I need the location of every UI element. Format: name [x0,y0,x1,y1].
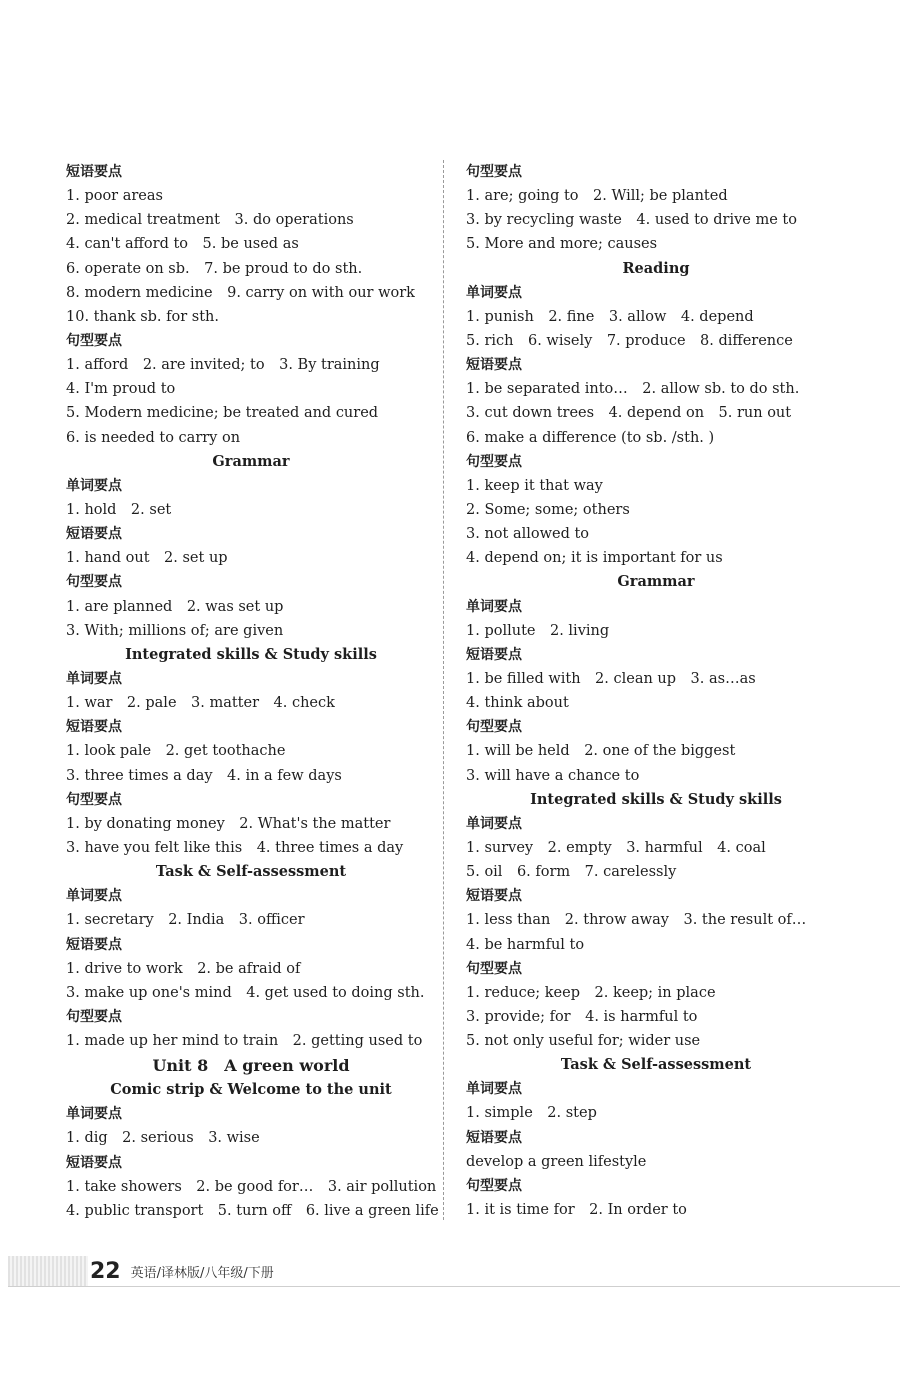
answer-line: 2. Some; some; others [466,501,630,518]
book-caption: 英语/译林版/八年级/下册 [130,1265,274,1281]
subsection-label: 句型要点 [466,164,522,180]
subsection-label: 短语要点 [466,1129,522,1146]
answer-line: 3. will have a chance to [466,767,640,784]
answer-line: 1. made up her mind to train 2. getting used to [66,1033,423,1050]
subsection-label: 短语要点 [466,357,522,374]
subsection-label: 单词要点 [466,284,522,301]
subsection-label: 单词要点 [466,598,522,615]
answer-line: 5. oil 6. form 7. carelessly [466,864,677,881]
answer-line: develop a green lifestyle [466,1153,647,1170]
answer-line: 4. I'm proud to [66,381,176,398]
answer-line: 1. simple 2. step [466,1105,597,1122]
page-footer [8,1256,900,1286]
answer-line: 6. make a difference (to sb. /sth. ) [466,429,715,446]
subsection-label: 单词要点 [66,670,122,687]
unit-title: Unit 8 A green world [152,1056,350,1076]
answer-line: 1. drive to work 2. be afraid of [66,960,301,977]
answer-line: 1. be separated into… 2. allow sb. to do sth. [466,381,800,398]
answer-line: 3. three times a day 4. in a few days [66,767,342,784]
section-heading: Grammar [617,573,695,591]
answer-line: 5. rich 6. wisely 7. produce 8. difference [466,332,793,349]
section-heading: Task & Self-assessment [155,863,347,881]
footer-decor-bar [8,1256,88,1286]
subsection-label: 句型要点 [66,574,122,591]
subsection-label: 短语要点 [66,1154,122,1171]
right-column [466,160,846,1222]
page-number: 22 [90,1258,121,1284]
subsection-label: 短语要点 [66,936,122,953]
answer-line: 1. less than 2. throw away 3. the result of… [466,912,807,929]
answer-line: 10. thank sb. for sth. [66,308,220,325]
answer-line: 1. dig 2. serious 3. wise [66,1130,260,1147]
answer-line: 4. depend on; it is important for us [466,550,723,567]
answer-line: 1. be filled with 2. clean up 3. as…as [466,670,756,687]
answer-line: 1. will be held 2. one of the biggest [466,743,736,760]
answer-line: 1. keep it that way [466,477,603,494]
answer-line: 5. Modern medicine; be treated and cured [66,405,379,422]
answer-line: 3. With; millions of; are given [66,622,284,639]
answer-line: 1. reduce; keep 2. keep; in place [466,984,716,1001]
section-heading: Reading [622,259,690,277]
answer-line: 3. by recycling waste 4. used to drive me to [466,212,797,229]
subsection-label: 单词要点 [66,477,122,494]
answer-line: 4. public transport 5. turn off 6. live a green life [66,1202,439,1219]
answer-line: 1. punish 2. fine 3. allow 4. depend [466,308,754,325]
left-column [66,160,439,1223]
subsection-label: 句型要点 [466,719,522,736]
subsection-label: 句型要点 [466,453,522,470]
subsection-label: 单词要点 [466,815,522,832]
answer-line: 1. pollute 2. living [466,622,610,639]
section-heading: Task & Self-assessment [560,1056,752,1074]
section-heading: Grammar [212,452,290,470]
answer-line: 3. have you felt like this 4. three times a day [66,839,404,856]
answer-line: 5. not only useful for; wider use [466,1033,701,1050]
subsection-label: 短语要点 [66,719,122,736]
footer-rule [8,1286,900,1287]
answer-line: 1. by donating money 2. What's the matter [66,815,391,832]
answer-line: 1. are planned 2. was set up [66,598,284,615]
subsection-label: 句型要点 [66,1008,122,1025]
answer-line: 1. secretary 2. India 3. officer [66,912,305,929]
answer-line: 1. look pale 2. get toothache [66,743,286,760]
answer-line: 1. survey 2. empty 3. harmful 4. coal [466,839,766,856]
answer-line: 2. medical treatment 3. do operations [66,212,354,229]
answer-line: 3. make up one's mind 4. get used to doing sth. [66,984,425,1001]
subsection-label: 句型要点 [466,1177,522,1194]
column-divider [443,160,444,1220]
answer-line: 5. More and more; causes [466,236,658,253]
subsection-label: 单词要点 [66,888,122,905]
answer-line: 4. can't afford to 5. be used as [66,236,299,253]
answer-line: 3. cut down trees 4. depend on 5. run out [466,405,792,422]
answer-line: 6. operate on sb. 7. be proud to do sth. [66,260,363,277]
subsection-label: 短语要点 [466,646,522,663]
answer-line: 1. take showers 2. be good for… 3. air pollution [66,1178,437,1195]
subsection-label: 短语要点 [466,888,522,905]
answer-line: 1. afford 2. are invited; to 3. By training [66,357,380,374]
subsection-label: 短语要点 [66,526,122,543]
answer-line: 1. hold 2. set [66,501,172,518]
answer-line: 1. hand out 2. set up [66,550,228,567]
answer-line: 4. be harmful to [466,936,585,953]
section-heading: Integrated skills & Study skills [125,645,377,663]
answer-line: 1. war 2. pale 3. matter 4. check [66,695,335,712]
subsection-label: 单词要点 [66,1106,122,1123]
subsection-label: 单词要点 [466,1081,522,1098]
answer-line: 3. provide; for 4. is harmful to [466,1008,698,1025]
subsection-label: 句型要点 [466,960,522,977]
subsection-label: 句型要点 [66,791,122,808]
section-heading: Comic strip & Welcome to the unit [110,1081,392,1099]
section-heading: Integrated skills & Study skills [530,790,782,808]
answer-line: 8. modern medicine 9. carry on with our work [66,284,415,301]
answer-line: 4. think about [466,695,569,712]
answer-line: 6. is needed to carry on [66,429,241,446]
answer-line: 1. poor areas [66,188,163,205]
answer-line: 1. are; going to 2. Will; be planted [466,188,728,205]
subsection-label: 句型要点 [66,332,122,349]
subsection-label: 短语要点 [66,164,122,180]
answer-line: 3. not allowed to [466,526,590,543]
answer-line: 1. it is time for 2. In order to [466,1202,687,1219]
